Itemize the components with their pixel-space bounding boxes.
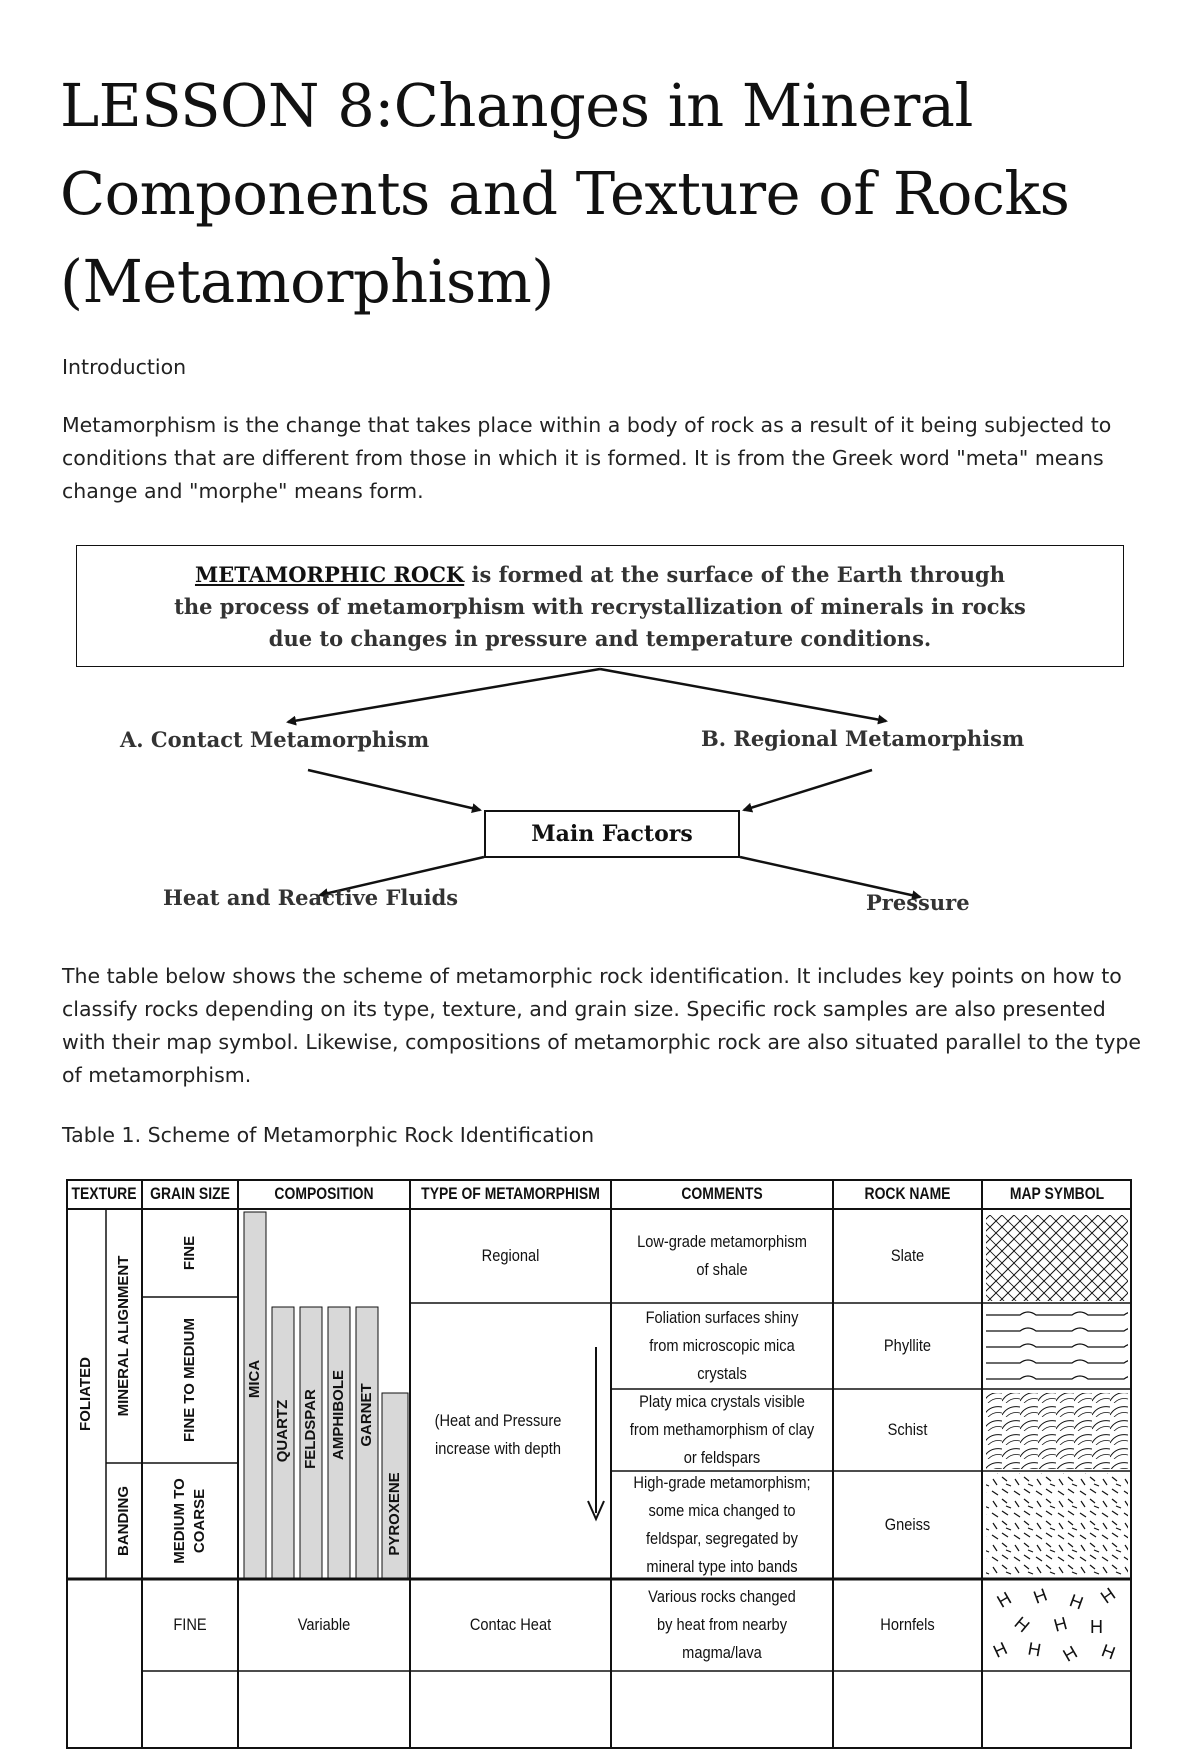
type-regional: Regional (481, 1246, 540, 1265)
definition-line-3: due to changes in pressure and temperature conditions. (268, 626, 932, 651)
table-caption: Table 1. Scheme of Metamorphic Rock Identification (62, 1123, 595, 1147)
rock-hornfels: Hornfels (880, 1615, 935, 1634)
texture-foliated: FOLIATED (77, 1357, 94, 1431)
svg-text:H: H (1030, 1584, 1050, 1608)
branch-contact: A. Contact Metamorphism (120, 727, 430, 752)
comment-gneiss: High-grade metamorphism; some mica changed to feldspar, segregated by mineral type into bands (633, 1473, 811, 1576)
type-heat-pressure-line1: (Heat and Pressure (434, 1411, 562, 1430)
metamorphism-diagram (60, 545, 1140, 945)
svg-text:H: H (1051, 1613, 1070, 1636)
composition-variable: Variable (297, 1615, 351, 1634)
definition-line-2: the process of metamorphism with recrystallization of minerals in rocks (174, 594, 1026, 619)
header-texture: TEXTURE (71, 1184, 137, 1203)
svg-text:H: H (1090, 1617, 1103, 1637)
mineral-quartz: QUARTZ (274, 1399, 291, 1463)
comment-hornfels: Various rocks changed by heat from nearby magma/lava (648, 1587, 796, 1662)
header-map-symbol: MAP SYMBOL (1009, 1184, 1105, 1203)
mineral-garnet: GARNET (358, 1383, 375, 1447)
mineral-feldspar: FELDSPAR (302, 1389, 319, 1469)
schist-map-symbol (986, 1393, 1128, 1469)
rock-schist: Schist (887, 1420, 928, 1439)
svg-text:H: H (1010, 1612, 1034, 1637)
mineral-mica: MICA (246, 1359, 263, 1399)
grain-medium-to-label: MEDIUM TO (171, 1478, 188, 1564)
main-factors-box: Main Factors (484, 810, 740, 858)
hornfels-map-symbol (990, 1584, 1119, 1666)
svg-text:H: H (1096, 1583, 1120, 1608)
grain-fine-label: FINE (181, 1235, 198, 1271)
header-composition: COMPOSITION (274, 1184, 374, 1203)
arrow-to-regional (600, 669, 886, 721)
grain-fine-to-medium-label: FINE TO MEDIUM (181, 1318, 198, 1442)
intro-heading: Introduction (62, 355, 187, 379)
rock-slate: Slate (890, 1246, 925, 1265)
svg-text:H: H (990, 1638, 1011, 1662)
svg-text:H: H (1059, 1641, 1081, 1666)
header-type-of-metamorphism: TYPE OF METAMORPHISM (421, 1184, 600, 1203)
factor-heat: Heat and Reactive Fluids (163, 885, 459, 910)
mineral-pyroxene: PYROXENE (386, 1472, 403, 1556)
svg-text:H: H (993, 1587, 1015, 1612)
rock-gneiss: Gneiss (884, 1515, 931, 1534)
slate-map-symbol (986, 1215, 1128, 1301)
intro-paragraph: Metamorphism is the change that takes place within a body of rock as a result of it being subjected to conditions that are different from those in which it is formed. It is from the Greek word "meta" means change and "morphe" means form. (62, 413, 1112, 503)
grain-fine-hornfels: FINE (173, 1615, 207, 1634)
svg-text:H: H (1026, 1638, 1043, 1661)
arrow-contact-to-factors (308, 770, 480, 810)
rock-phyllite: Phyllite (883, 1336, 932, 1355)
grain-coarse-label: COARSE (191, 1488, 208, 1554)
definition-box (76, 545, 1124, 667)
definition-line-1: METAMORPHIC ROCK is formed at the surface of the Earth through (194, 562, 1006, 587)
arrow-to-contact (288, 669, 600, 722)
arrow-regional-to-factors (744, 770, 872, 810)
header-grain-size: GRAIN SIZE (150, 1184, 230, 1203)
definition-term: METAMORPHIC ROCK (194, 562, 465, 587)
header-rock-name: ROCK NAME (864, 1184, 951, 1203)
phyllite-map-symbol (986, 1307, 1128, 1387)
lesson-title: LESSON 8:Changes in Mineral Components and Texture of Rocks (Metamorphism) (60, 71, 1070, 316)
gneiss-map-symbol (986, 1473, 1128, 1575)
type-heat-pressure-line2: increase with depth (435, 1439, 561, 1458)
header-comments: COMMENTS (681, 1184, 763, 1203)
comment-phyllite: Foliation surfaces shiny from microscopic mica crystals (645, 1308, 799, 1383)
type-contact-heat: Contac Heat (469, 1615, 552, 1634)
svg-text:H: H (1066, 1590, 1086, 1614)
mineral-alignment-label: MINERAL ALIGNMENT (115, 1255, 132, 1417)
comment-schist: Platy mica crystals visible from methamorphism of clay or feldspars (629, 1392, 815, 1467)
comment-slate: Low-grade metamorphism of shale (637, 1232, 807, 1279)
branch-regional: B. Regional Metamorphism (701, 726, 1025, 751)
mineral-amphibole: AMPHIBOLE (330, 1370, 347, 1460)
rock-identification-table (66, 1179, 1132, 1749)
svg-text:H: H (1098, 1640, 1118, 1664)
banding-label: BANDING (115, 1486, 132, 1556)
table-intro-paragraph: The table below shows the scheme of metamorphic rock identification. It includes key points on how to classify rocks depending on its type, texture, and grain size. Specific rock samples are also presented with their map symbol. Likewise, compositions of metamorphic rock are also situated parallel to the type of metamorphism. (62, 964, 1141, 1087)
factor-pressure: Pressure (866, 890, 970, 915)
